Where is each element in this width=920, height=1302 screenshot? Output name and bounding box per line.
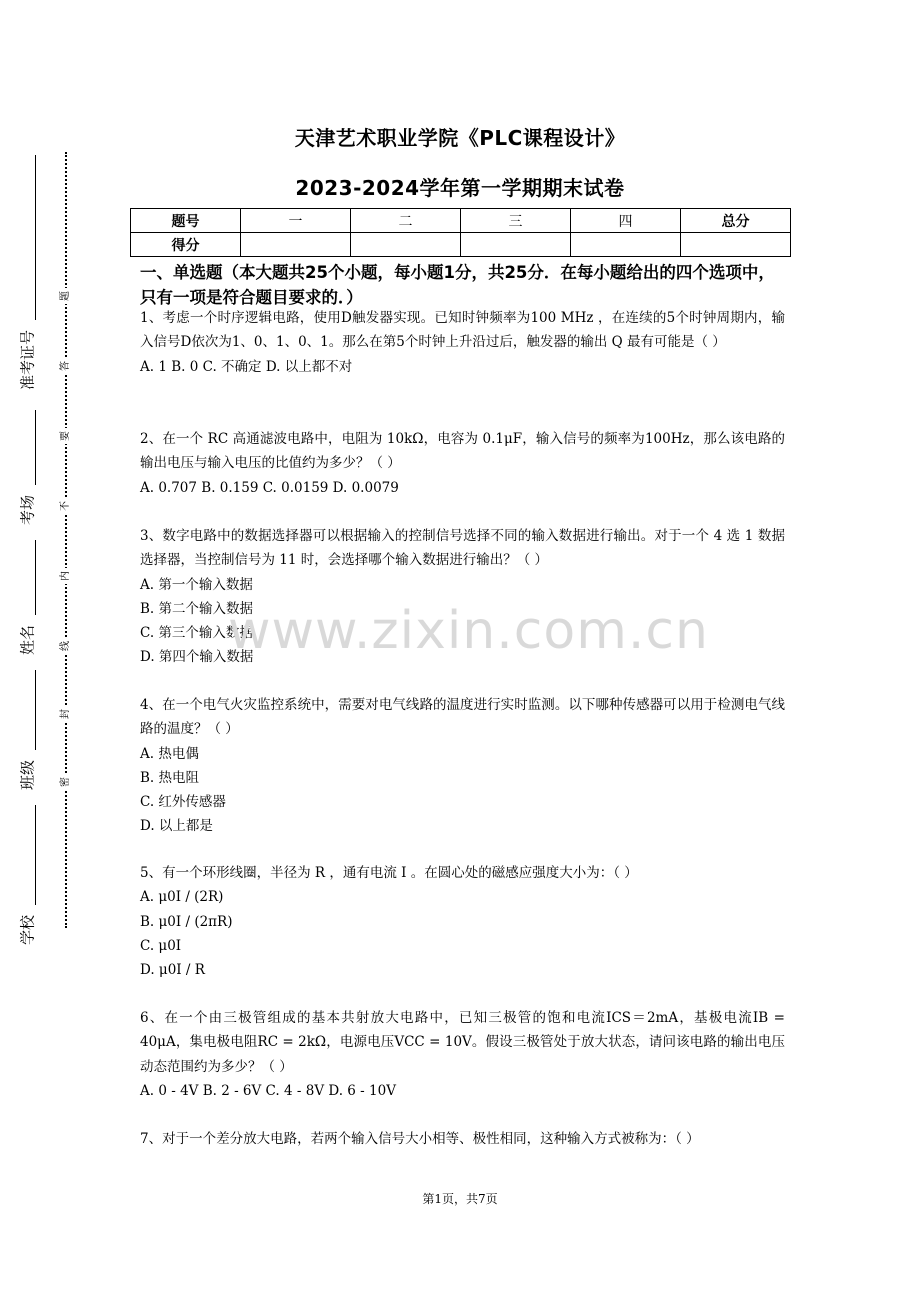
watermark: www.zixin.com.cn — [228, 601, 709, 661]
section-heading: 一、单选题（本大题共25个小题，每小题1分，共25分．在每小题给出的四个选项中，只有一项是符合题目要求的．） — [140, 263, 775, 307]
school-label: 学校 — [18, 914, 37, 946]
exam-room-line — [35, 410, 36, 485]
question-1 — [140, 306, 785, 379]
seal-char: 内 — [58, 568, 74, 584]
question-option: C. μ0I — [140, 937, 182, 954]
seal-char: 线 — [58, 638, 74, 654]
question-option: B. 热电阻 — [140, 769, 200, 786]
page-footer: 第1页，共7页 — [422, 1192, 498, 1206]
table-cell: 题号 — [131, 209, 241, 233]
table-cell: 三 — [461, 209, 571, 233]
question-2 — [140, 427, 785, 500]
question-6 — [140, 1006, 785, 1103]
question-stem: 5、有一个环形线圈，半径为 R ，通有电流 I 。在圆心处的磁感应强度大小为：（ ） — [140, 865, 638, 881]
question-option: D. μ0I / R — [140, 962, 205, 979]
question-stem: 1、考虑一个时序逻辑电路，使用D触发器实现。已知时钟频率为100 MHz ，在连续的5个时钟周期内，输入信号D依次为1、0、1、0、1。那么在第5个时钟上升沿过后，触发器的输出 Q 最有可能是（ ） — [140, 310, 785, 351]
question-option: A. μ0I / (2R) — [140, 889, 224, 906]
seal-char: 题 — [58, 288, 74, 304]
name-label: 姓名 — [18, 624, 37, 656]
score-table-header-row — [131, 209, 791, 233]
table-cell: 四 — [571, 209, 681, 233]
question-option: A. 0 - 4V B. 2 - 6V C. 4 - 8V D. 6 - 10V — [140, 1082, 396, 1099]
question-7 — [140, 1127, 785, 1151]
question-stem: 3、数字电路中的数据选择器可以根据输入的控制信号选择不同的输入数据进行输出。对于一个 4 选 1 数据选择器，当控制信号为 11 时，会选择哪个输入数据进行输出？（ ） — [140, 528, 785, 569]
score-entry-cell — [241, 233, 351, 257]
question-option: C. 第三个输入数据 — [140, 625, 253, 642]
table-cell: 得分 — [131, 233, 241, 257]
score-table-score-row — [131, 233, 791, 257]
question-option: B. μ0I / (2πR) — [140, 913, 233, 930]
question-stem: 4、在一个电气火灾监控系统中，需要对电气线路的温度进行实时监测。以下哪种传感器可以用于检测电气线路的温度？（ ） — [140, 697, 785, 738]
table-cell: 总分 — [681, 209, 791, 233]
question-option: A. 第一个输入数据 — [140, 576, 253, 593]
seal-char: 封 — [58, 706, 74, 722]
binding-dotted-line — [65, 152, 67, 928]
score-entry-cell — [681, 233, 791, 257]
exam-subtitle: 2023-2024学年第一学期期末试卷 — [295, 176, 625, 200]
question-option: A. 0.707 B. 0.159 C. 0.0159 D. 0.0079 — [140, 479, 399, 496]
seal-char: 答 — [58, 358, 74, 374]
seal-char: 密 — [58, 774, 74, 790]
name-line — [35, 540, 36, 615]
exam-room-label: 考场 — [18, 494, 37, 526]
seal-char: 要 — [58, 428, 74, 444]
question-option: A. 热电偶 — [140, 745, 199, 762]
question-5 — [140, 861, 785, 982]
question-option: A. 1 B. 0 C. 不确定 D. 以上都不对 — [140, 358, 353, 375]
school-line — [35, 805, 36, 905]
question-stem: 7、对于一个差分放大电路，若两个输入信号大小相等、极性相同，这种输入方式被称为：（ ） — [140, 1131, 700, 1147]
score-entry-cell — [571, 233, 681, 257]
question-option: B. 第二个输入数据 — [140, 600, 254, 617]
class-line — [35, 670, 36, 750]
score-entry-cell — [461, 233, 571, 257]
exam-number-label: 准考证号 — [18, 329, 37, 391]
question-4 — [140, 693, 785, 839]
question-option: C. 红外传感器 — [140, 794, 226, 811]
question-stem: 6、在一个由三极管组成的基本共射放大电路中，已知三极管的饱和电流ICS＝2mA，基极电流IB = 40μA，集电极电阻RC = 2kΩ，电源电压VCC = 10V。假设三极管处于放大状态，请问该电路的输出电压动态范围约为多少？（ ） — [140, 1010, 785, 1075]
seal-char: 不 — [58, 498, 74, 514]
score-entry-cell — [351, 233, 461, 257]
question-stem: 2、在一个 RC 高通滤波电路中，电阻为 10kΩ，电容为 0.1μF，输入信号的频率为100Hz，那么该电路的输出电压与输入电压的比值约为多少？（ ） — [140, 431, 785, 472]
class-label: 班级 — [18, 759, 37, 791]
table-cell: 一 — [241, 209, 351, 233]
table-cell: 二 — [351, 209, 461, 233]
exam-title: 天津艺术职业学院《PLC课程设计》 — [294, 126, 626, 150]
score-table — [130, 208, 791, 257]
question-option: D. 第四个输入数据 — [140, 649, 254, 666]
question-option: D. 以上都是 — [140, 818, 213, 835]
